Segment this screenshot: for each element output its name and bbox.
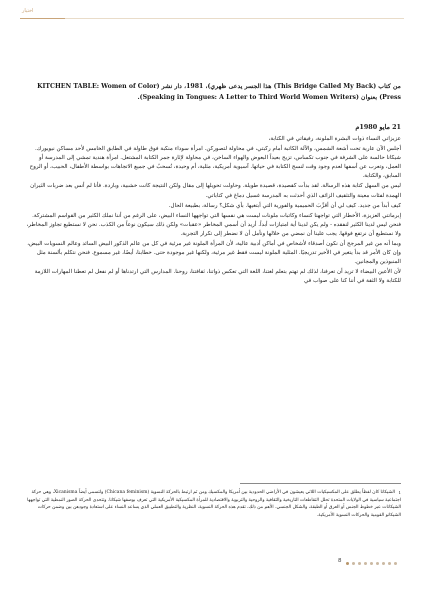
dot-icon: [358, 562, 361, 565]
paragraph: لأن الأعين البيضاء لا تريد أن تعرفنا، لذلك لم تهتم بتعلم لغتنا، اللغة التي تعكس ذواتنا، ثقافتنا، روحنا. المدارس التي ارتدناها أو لم نفعل لم تعطنا المهارات اللازمة للكتابة ولا الثقة في أننا كنا على صواب في: [34, 269, 401, 285]
source-citation: من كتاب (This Bridge Called My Back) هذا الجسر يدعى ظهري)، 1981، دار نشر (KITCHEN TABLE: Women of Color Press) بعنوان (Speaking in Tongues: A Letter to Third World Women Writers).: [37, 83, 401, 101]
footnote-text: الشيكانا كان لفظاً يطلق على المكسيكيات اللاتي يعيشون في الأراضي الحدودية بين أمريكا والمكسيك ومن ثم ارتبط بالحركة النسوية (Chicana feminism) ولتسمى أيضاً Xicanisma، وهي حركة اجتماعية سياسية في الولايات المتحدة تحلل التقاطعات التاريخية والثقافية والروحية والتربوية والاقتصادية للمرأة المكسيكية الأمريكية التي تعرف بوصفها شيكانا. وتتحدى الحركة الصور النمطية التي تواجهها الشيكانات عبر خطوط الجنس أو العرق أو الطبقة، والشكل الجنسي. الأهم من ذلك، تقدم هذه الحركة النسوية، النظرية والتطبيق العملي الذي يساعد النساء على استعادة وجودهن بين وضمن حركات الشيكانو القومية والحركات النسوية الأمريكية.: [27, 490, 401, 518]
header-divider: [20, 18, 404, 19]
letter-date: 21 مايو 1980م: [355, 123, 401, 131]
paragraph: كيف أبدأ من جديد. كيف لي أن أقرِّبَ الحميمية والفورية التي أبتغيها. بأي شكل؟ رسالة، بطبيعة الحال.: [168, 202, 401, 209]
header-accent: [20, 18, 65, 19]
paragraph: إبرمانتي العزيزة، الأخطار التي تواجهنا كنساء وكاتبات ملونات ليست هي نفسها التي تواجهها النساء البيض، على الرغم من أننا نملك الكثير من القواسم المشتركة. فنحن ليس لدينا الكثير لنفقده - ولم يكن لدينا أية امتيازات أبداً. أريد أن أسمي المخاطر «عقبات» ولكن ذلك سيكون نوعاً من الكذب. نحن لا نستطيع تجاوز المخاطر، ولا نستطيع أن نرتفع فوقها. يجب علينا أن نمضي من خلالها ونأمل أن لا نضطر إلى تكرار التجربة.: [26, 212, 401, 237]
page-footer: [324, 558, 404, 568]
section-label: اختيار: [22, 8, 34, 14]
footnote-divider: [240, 483, 401, 484]
paragraph: أجلس الآن عارية تحت أشعة الشمس، والآلة الكاتبة أمام ركبتي، في محاولة لتصوركن. امرأة سوداء منكبة فوق طاولة في الطابق الخامس لأحد مساكن نيويورك. شيكانا حالسة على الشرفة في جنوب تكساس، تزيح بعيداً البعوض والهواء الساخن، في محاولة لإثارة جمر الكتابة المشتعل. امرأة هندية تمشي إلى المدرسة أو العمل، وتعرب عن أسفها لعدم وجود وقت لنسج الكتابة في حياتها. آسيوية أمريكية، مثلية، أم وحيدة، تُسحبُ في جميع الاتجاهات بواسطة الأطفال، الحبيب، أو الروح السابق، والكتابة.: [29, 146, 401, 180]
footnote: [23, 489, 401, 519]
dot-icon: [388, 562, 391, 565]
page-number: 8: [338, 558, 342, 564]
dot-icon: [370, 562, 373, 565]
salutation: عزيزاتي النساء ذوات البشرة الملونة، رفيقاتي في الكتابة،: [268, 136, 401, 142]
dot-icon: [352, 562, 355, 565]
footnote-number: 1: [398, 490, 401, 495]
dot-icon: [394, 562, 397, 565]
dot-icon: [376, 562, 379, 565]
dot-icon: [346, 562, 349, 565]
dot-icon: [382, 562, 385, 565]
paragraph: ليس من السهل كتابة هذه الرسالة. لقد بدأت كقصيدة، قصيدة طويلة. وحاولت تحويلها إلى مقال ولكن النتيجة كانت خشبية، وباردة. فأنا لم أنس بعد ضربات الثيران الهمدة لفئات معينة والتثقيف الزائف الذي أحدثت به المدرسة غسيل دماغ في كتاباتي.: [30, 183, 401, 199]
article-body: [23, 82, 401, 288]
decorative-dots: [346, 561, 416, 565]
paragraph: وبما أنه من غير المرجح أن نكون أصدقاء لأشخاص في أماكن أدبية عالية، لأن المرأة الملونة غير مرئية في كل من عالم الذكور البيض السائد وعالم النسويات البيض، وإن كان الأمر قد بدأ يتغير في الأخير تدريجيًا. المثلية الملونة ليست فقط غير مرئية، ولكنها غير موجودة حتى. خطابنا، أيضًا، غير مسموع. فنحن نتكلم بألسنة مثل المنبوذين والمجانين.: [27, 241, 401, 266]
dot-icon: [364, 562, 367, 565]
